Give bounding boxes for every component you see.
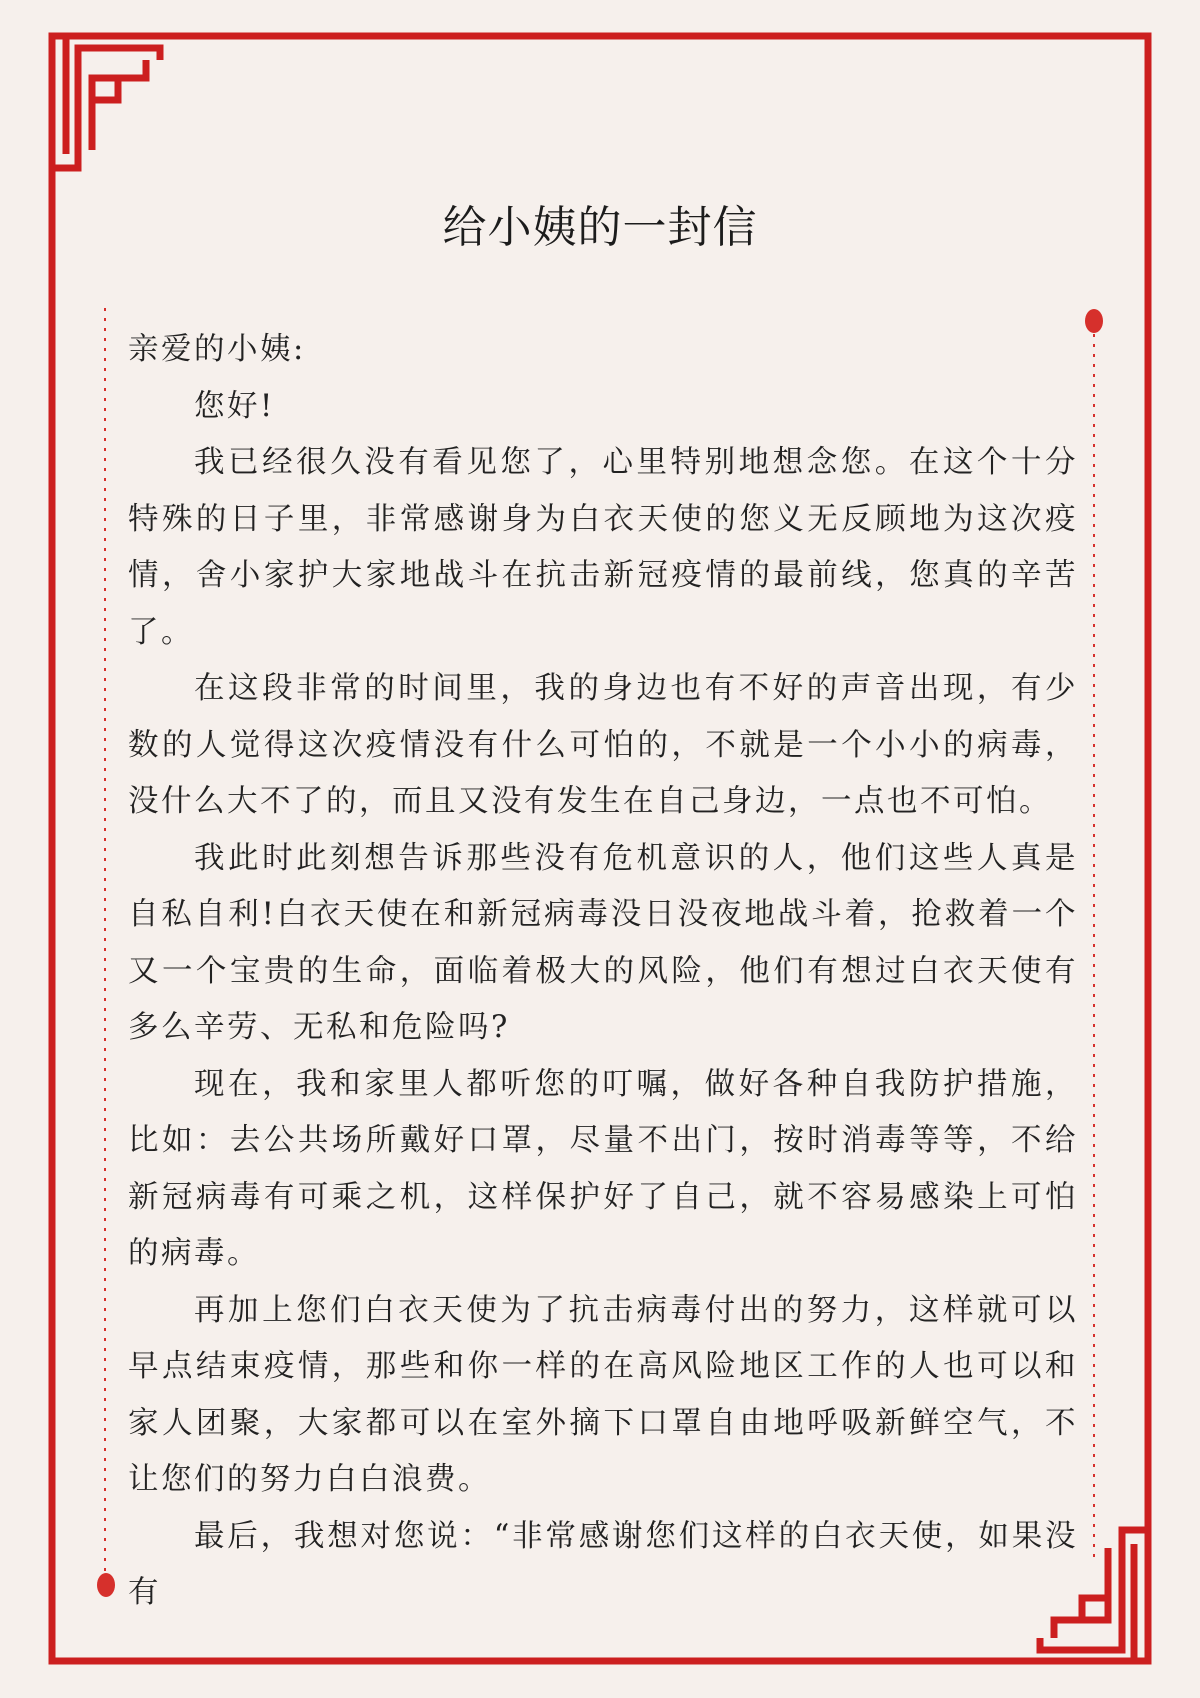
- paragraph: 我已经很久没有看见您了，心里特别地想念您。在这个十分特殊的日子里，非常感谢身为白衣天使的您义无反顾地为这次疫情，舍小家护大家地战斗在抗击新冠疫情的最前线，您真的辛苦了。: [128, 445, 1078, 650]
- salutation: 亲爱的小姨:: [128, 332, 306, 367]
- paragraph: 在这段非常的时间里，我的身边也有不好的声音出现，有少数的人觉得这次疫情没有什么可怕的，不就是一个小小的病毒，没什么大不了的，而且又没有发生在自己身边，一点也不可怕。: [128, 671, 1078, 819]
- right-red-dot: [1085, 309, 1103, 333]
- top-left-fret-ornament: [52, 36, 160, 168]
- letter-body: [128, 322, 1078, 1622]
- paragraph: 我此时此刻想告诉那些没有危机意识的人，他们这些人真是自私自利!白衣天使在和新冠病毒没日没夜地战斗着，抢救着一个又一个宝贵的生命，面临着极大的风险，他们有想过白衣天使有多么辛劳、无私和危险吗?: [128, 840, 1078, 1045]
- left-red-dot: [97, 1573, 115, 1597]
- greeting: 您好!: [194, 388, 275, 424]
- paragraph: 再加上您们白衣天使为了抗击病毒付出的努力，这样就可以早点结束疫情，那些和你一样的在高风险地区工作的人也可以和家人团聚，大家都可以在室外摘下口罩自由地呼吸新鲜空气，不让您们的努力白白浪费。: [128, 1292, 1078, 1497]
- paragraph: 现在，我和家里人都听您的叮嘱，做好各种自我防护措施，比如：去公共场所戴好口罩，尽量不出门，按时消毒等等，不给新冠病毒有可乘之机，这样保护好了自己，就不容易感染上可怕的病毒。: [128, 1066, 1078, 1271]
- paragraph: 最后，我想对您说：“非常感谢您们这样的白衣天使，如果没有: [128, 1518, 1078, 1610]
- letter-title: 给小姨的一封信: [442, 202, 758, 253]
